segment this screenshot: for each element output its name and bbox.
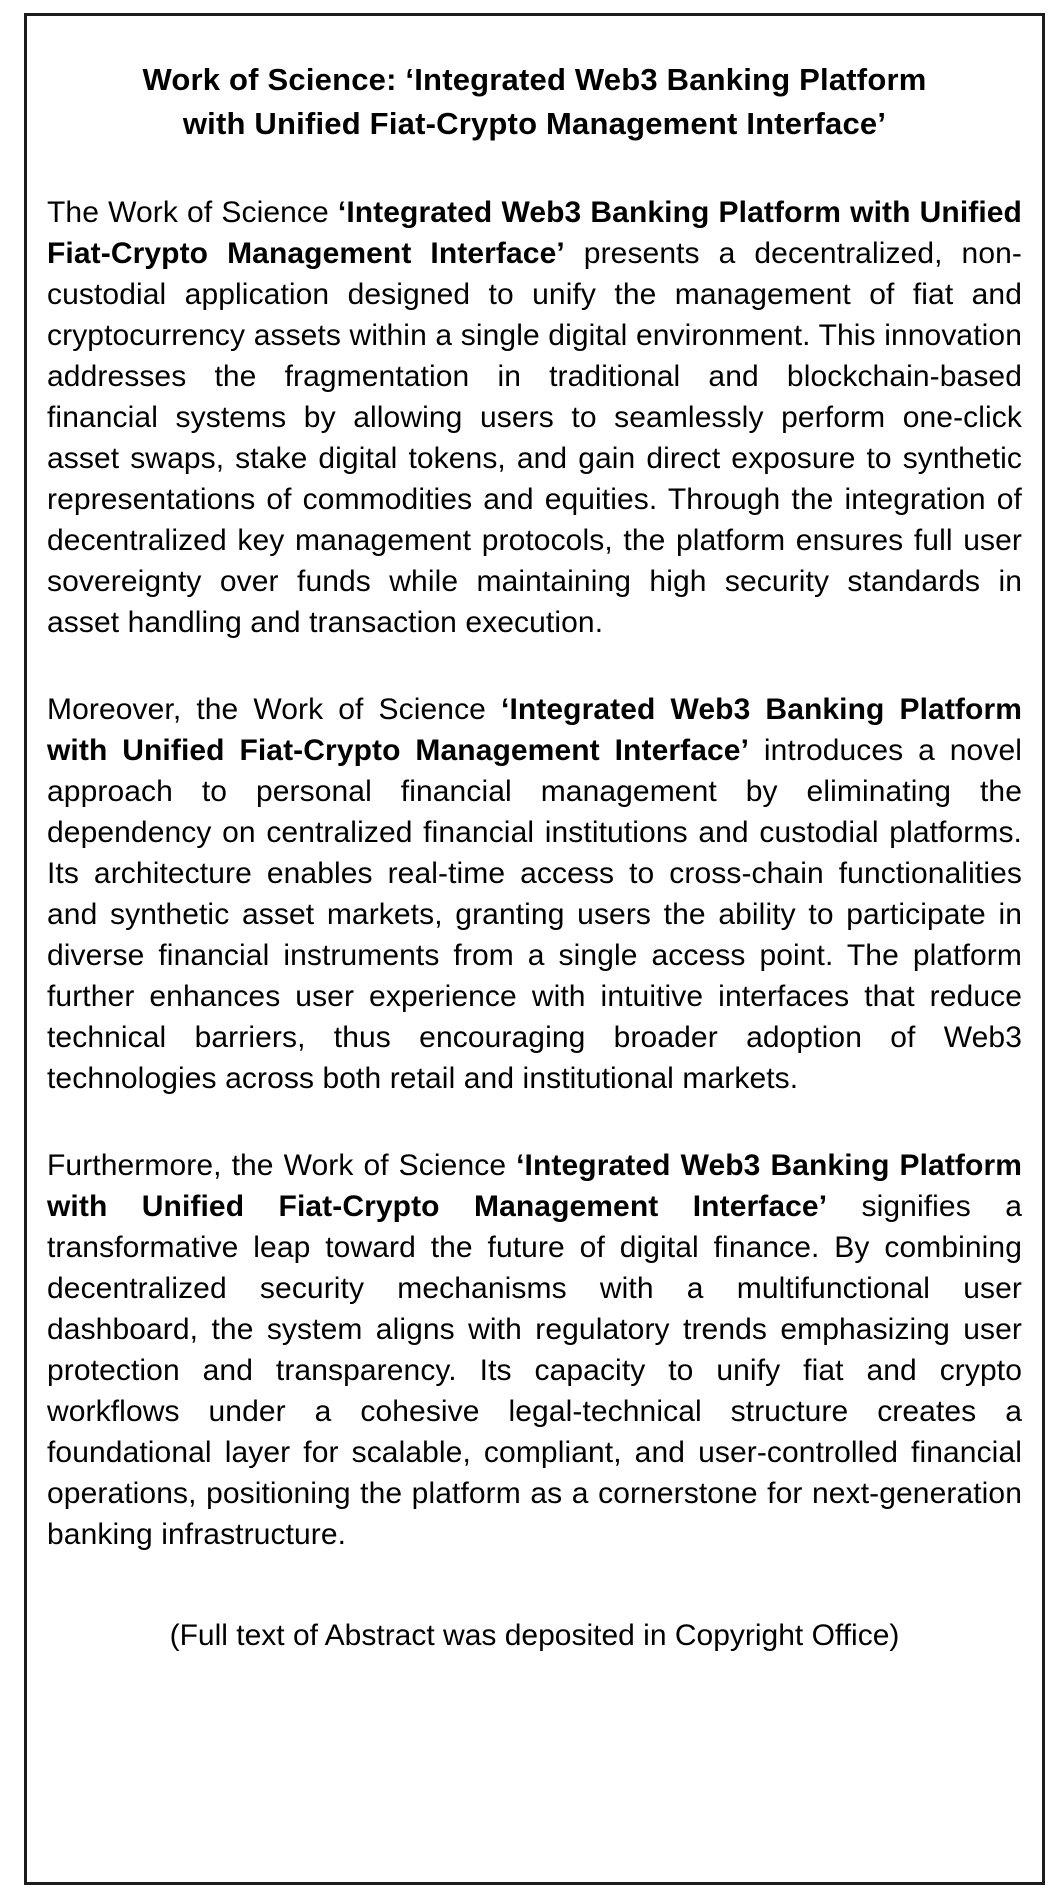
paragraph-2-work-title: ‘Integrated Web3 Banking Platform with Unified Fiat-Crypto Management Interface’ (47, 693, 1022, 767)
paragraph-1-lead-text: The Work of Science (47, 196, 338, 229)
page-title-line-1: Work of Science: ‘Integrated Web3 Banking Platform (142, 62, 927, 97)
paragraph-2-lead-text: Moreover, the Work of Science (47, 693, 502, 726)
paragraph-1-work-title: ‘Integrated Web3 Banking Platform with Unified Fiat-Crypto Management Interface’ (47, 196, 1022, 270)
page-title-line-2: with Unified Fiat-Crypto Management Interface’ (182, 106, 887, 141)
paragraph-3-body-text: signifies a transformative leap toward the future of digital finance. By combining decentralized security mechanisms with a multifunctional user dashboard, the system aligns with regulatory trends emphasizing user protection and transparency. Its capacity to unify fiat and crypto workflows under a cohesive legal-technical structure creates a foundational layer for scalable, compliant, and user-controlled financial operations, positioning the platform as a cornerstone for next-generation banking infrastructure. (47, 1190, 1022, 1551)
abstract-paragraph-3 (47, 1145, 1022, 1555)
copyright-deposit-note: (Full text of Abstract was deposited in Copyright Office) (169, 1619, 900, 1652)
paragraph-3-work-title: ‘Integrated Web3 Banking Platform with Unified Fiat-Crypto Management Interface’ (47, 1149, 1022, 1223)
page-title (47, 58, 1022, 146)
paragraph-3-lead-text: Furthermore, the Work of Science (47, 1149, 517, 1182)
document-border-frame (24, 13, 1045, 1885)
abstract-paragraph-2 (47, 689, 1022, 1099)
abstract-paragraph-1 (47, 192, 1022, 643)
paragraph-1-body-text: presents a decentralized, non-custodial application designed to unify the management of fiat and cryptocurrency assets within a single digital environment. This innovation addresses the fragmentation in traditional and blockchain-based financial systems by allowing users to seamlessly perform one-click asset swaps, stake digital tokens, and gain direct exposure to synthetic representations of commodities and equities. Through the integration of decentralized key management protocols, the platform ensures full user sovereignty over funds while maintaining high security standards in asset handling and transaction execution. (47, 237, 1023, 639)
paragraph-2-body-text: introduces a novel approach to personal financial management by eliminating the dependency on centralized financial institutions and custodial platforms. Its architecture enables real-time access to cross-chain functionalities and synthetic asset markets, granting users the ability to participate in diverse financial instruments from a single access point. The platform further enhances user experience with intuitive interfaces that reduce technical barriers, thus encouraging broader adoption of Web3 technologies across both retail and institutional markets. (47, 734, 1022, 1095)
